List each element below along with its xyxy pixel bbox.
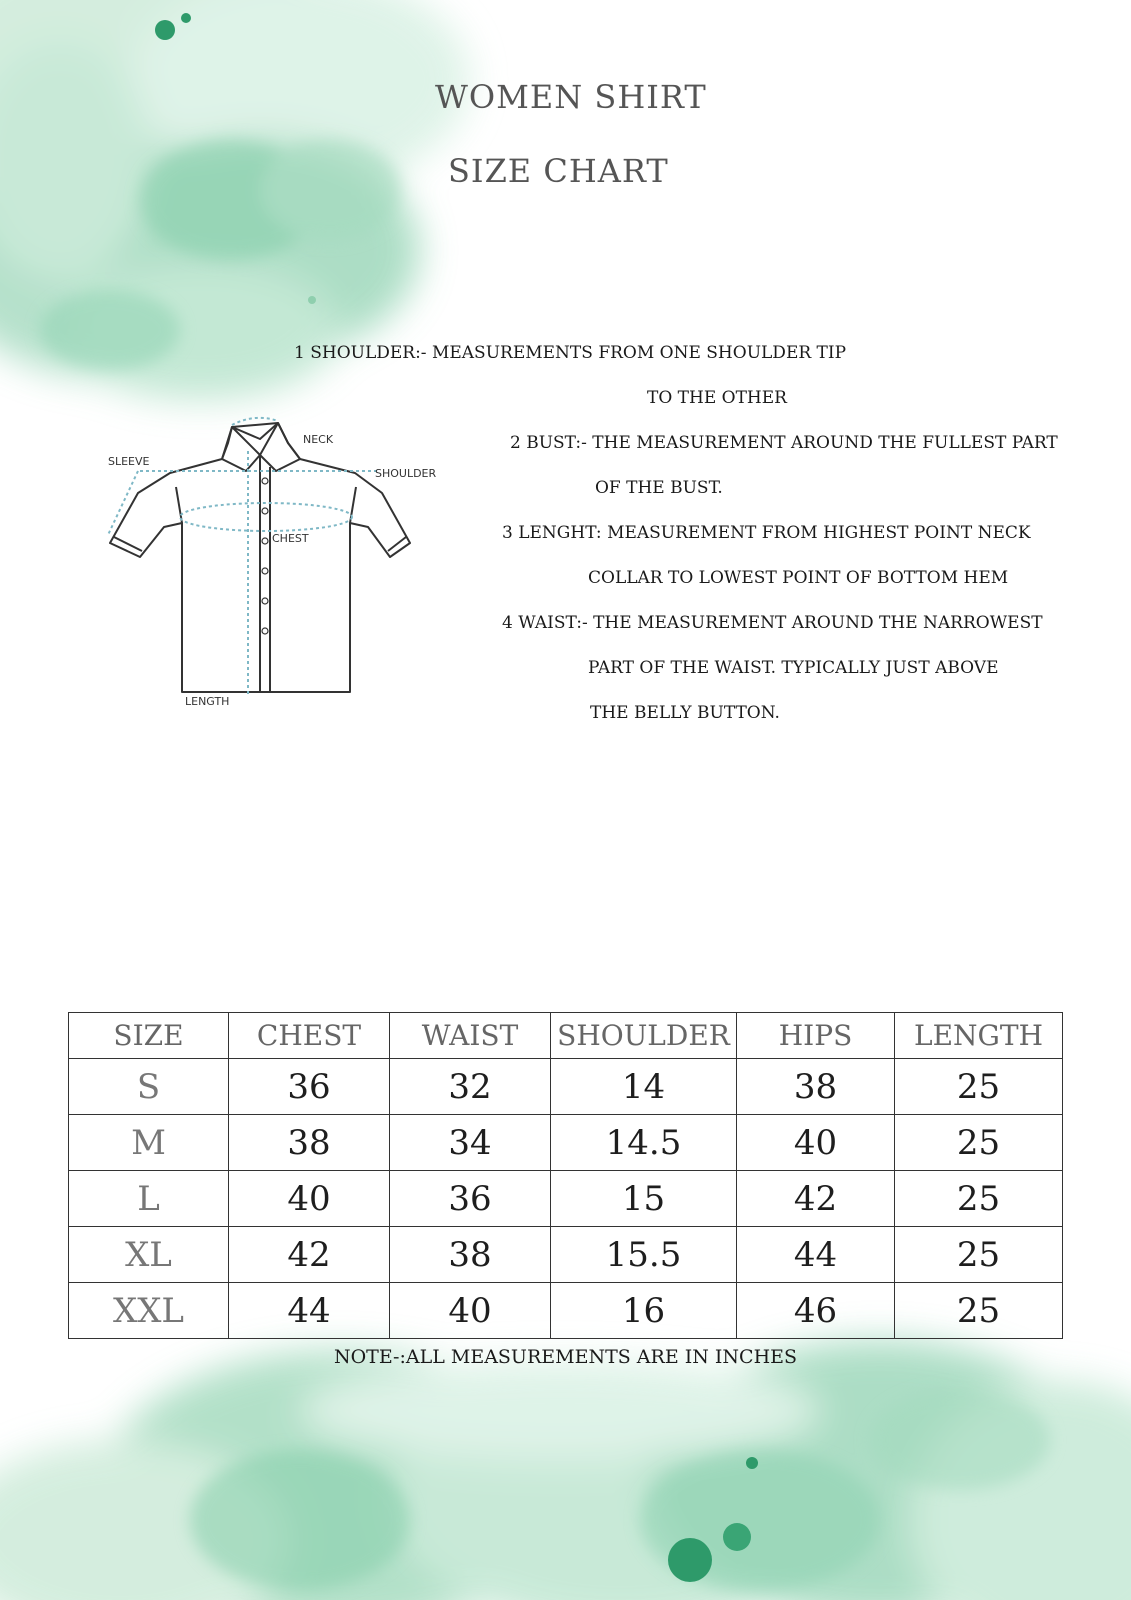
description-waist-line2: PART OF THE WAIST. TYPICALLY JUST ABOVE — [588, 658, 999, 678]
diagram-label-sleeve: SLEEVE — [108, 455, 150, 468]
table-row — [69, 1059, 1063, 1115]
cell-size: M — [69, 1115, 229, 1171]
cell-hips: 42 — [737, 1171, 895, 1227]
description-shoulder-line2: TO THE OTHER — [647, 388, 787, 408]
description-length-line2: COLLAR TO LOWEST POINT OF BOTTOM HEM — [588, 568, 1009, 588]
column-header-length: LENGTH — [895, 1013, 1063, 1059]
cell-chest: 44 — [229, 1283, 390, 1339]
cell-chest: 42 — [229, 1227, 390, 1283]
description-shoulder-line1: 1 SHOULDER:- MEASUREMENTS FROM ONE SHOULDER TIP — [294, 343, 847, 363]
diagram-label-chest: CHEST — [272, 532, 309, 545]
description-waist-line1: 4 WAIST:- THE MEASUREMENT AROUND THE NARROWEST — [502, 613, 1043, 633]
cell-size: XL — [69, 1227, 229, 1283]
cell-shoulder: 14.5 — [551, 1115, 737, 1171]
diagram-label-neck: NECK — [303, 433, 334, 446]
cell-size: XXL — [69, 1283, 229, 1339]
cell-shoulder: 15.5 — [551, 1227, 737, 1283]
shirt-diagram — [100, 415, 460, 725]
description-waist-line3: THE BELLY BUTTON. — [590, 703, 780, 723]
column-header-shoulder: SHOULDER — [551, 1013, 737, 1059]
cell-waist: 34 — [390, 1115, 551, 1171]
diagram-label-shoulder: SHOULDER — [375, 467, 437, 480]
cell-shoulder: 15 — [551, 1171, 737, 1227]
cell-waist: 38 — [390, 1227, 551, 1283]
cell-length: 25 — [895, 1283, 1063, 1339]
description-bust-line2: OF THE BUST. — [595, 478, 723, 498]
cell-chest: 40 — [229, 1171, 390, 1227]
cell-hips: 46 — [737, 1283, 895, 1339]
cell-waist: 36 — [390, 1171, 551, 1227]
table-row — [69, 1171, 1063, 1227]
cell-size: S — [69, 1059, 229, 1115]
page-subtitle: SIZE CHART — [448, 152, 669, 190]
cell-hips: 44 — [737, 1227, 895, 1283]
description-length-line1: 3 LENGHT: MEASUREMENT FROM HIGHEST POINT NECK — [502, 523, 1031, 543]
table-header-row — [69, 1013, 1063, 1059]
table-row — [69, 1115, 1063, 1171]
cell-waist: 40 — [390, 1283, 551, 1339]
page-title: WOMEN SHIRT — [435, 78, 707, 116]
description-bust-line1: 2 BUST:- THE MEASUREMENT AROUND THE FULLEST PART — [510, 433, 1058, 453]
cell-hips: 40 — [737, 1115, 895, 1171]
diagram-label-length: LENGTH — [185, 695, 230, 708]
column-header-chest: CHEST — [229, 1013, 390, 1059]
column-header-waist: WAIST — [390, 1013, 551, 1059]
column-header-size: SIZE — [69, 1013, 229, 1059]
cell-chest: 36 — [229, 1059, 390, 1115]
cell-length: 25 — [895, 1171, 1063, 1227]
cell-shoulder: 16 — [551, 1283, 737, 1339]
cell-hips: 38 — [737, 1059, 895, 1115]
cell-size: L — [69, 1171, 229, 1227]
cell-length: 25 — [895, 1059, 1063, 1115]
table-row — [69, 1227, 1063, 1283]
column-header-hips: HIPS — [737, 1013, 895, 1059]
cell-waist: 32 — [390, 1059, 551, 1115]
cell-shoulder: 14 — [551, 1059, 737, 1115]
table-row — [69, 1283, 1063, 1339]
cell-length: 25 — [895, 1115, 1063, 1171]
size-table — [68, 1012, 1063, 1339]
cell-length: 25 — [895, 1227, 1063, 1283]
cell-chest: 38 — [229, 1115, 390, 1171]
measurement-note: NOTE-:ALL MEASUREMENTS ARE IN INCHES — [333, 1346, 798, 1368]
